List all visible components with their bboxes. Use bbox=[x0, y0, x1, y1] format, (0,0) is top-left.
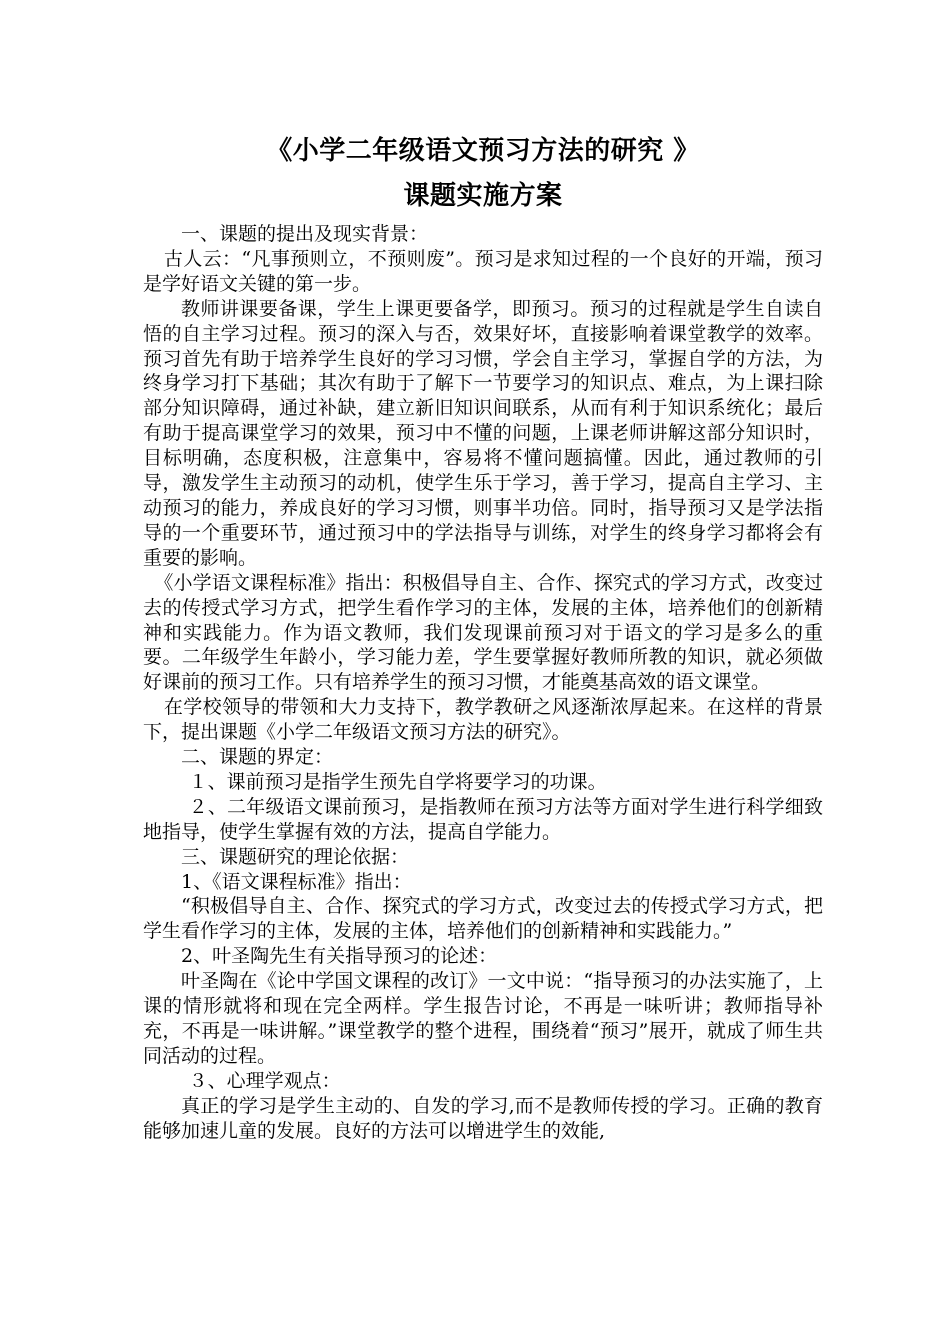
section-heading-1: 一、课题的提出及现实背景： bbox=[181, 223, 429, 245]
document-page bbox=[143, 128, 823, 1144]
paragraph: 叶圣陶在《论中学国文课程的改订》一文中说：“指导预习的办法实施了，上课的情形就将和现在完全两样。学生报告讨论，不再是一味听讲；教师指导补充，不再是一味讲解。”课堂教学的整个进程，围绕着“预习”展开，就成了师生共同活动的过程。 bbox=[143, 970, 823, 1067]
paragraph: 《小学语文课程标准》指出：积极倡导自主、合作、探究式的学习方式，改变过去的传授式学习方式，把学生看作学习的主体，发展的主体，培养他们的创新精神和实践能力。作为语文教师，我们发现课前预习对于语文的学习是多么的重要。二年级学生年龄小，学习能力差，学生要掌握好教师所教的知识，就必须做好课前的预习工作。只有培养学生的预习习惯，才能奠基高效的语文课堂。 bbox=[143, 571, 823, 694]
paragraph: 真正的学习是学生主动的、自发的学习,而不是教师传授的学习。正确的教育能够加速儿童的发展。良好的方法可以增进学生的效能, bbox=[143, 1094, 823, 1142]
section-heading-2: 二、课题的界定： bbox=[181, 746, 334, 769]
document-subtitle: 课题实施方案 bbox=[403, 181, 563, 211]
paragraph: 在学校领导的带领和大力支持下，教学教研之风逐渐浓厚起来。在这样的背景下，提出课题《小学二年级语文预习方法的研究》。 bbox=[143, 696, 823, 744]
section-heading-3: 三、课题研究的理论依据： bbox=[181, 845, 410, 868]
list-item: ２、二年级语文课前预习，是指教师在预习方法等方面对学生进行科学细致地指导，使学生掌握有效的方法，提高自学能力。 bbox=[143, 795, 823, 843]
list-item: ３、心理学观点： bbox=[188, 1069, 341, 1092]
list-item: 2、叶圣陶先生有关指导预习的论述： bbox=[181, 945, 498, 968]
quote-paragraph: “积极倡导自主、合作、探究式的学习方式，改变过去的传授式学习方式，把学生看作学习的主体，发展的主体，培养他们的创新精神和实践能力。” bbox=[143, 895, 823, 943]
list-item: 1、《语文课程标准》指出： bbox=[181, 870, 412, 893]
list-item: １、课前预习是指学生预先自学将要学习的功课。 bbox=[188, 770, 607, 793]
paragraph: 教师讲课要备课，学生上课更要备学，即预习。预习的过程就是学生自读自悟的自主学习过程。预习的深入与否，效果好坏，直接影响着课堂教学的效率。预习首先有助于培养学生良好的学习习惯，学会自主学习，掌握自学的方法，为终身学习打下基础；其次有助于了解下一节要学习的知识点、难点，为上课扫除部分知识障碍，通过补缺，建立新旧知识间联系，从而有利于知识系统化；最后有助于提高课堂学习的效果，预习中不懂的问题，上课老师讲解这部分知识时，目标明确，态度积极，注意集中，容易将不懂问题搞懂。因此，通过教师的引导，激发学生主动预习的动机，使学生乐于学习，善于学习，提高自主学习、主动预习的能力，养成良好的学习习惯，则事半功倍。同时，指导预习又是学法指导的一个重要环节，通过预习中的学法指导与训练，对学生的终身学习都将会有重要的影响。 bbox=[143, 297, 823, 569]
paragraph: 古人云：“凡事预则立，不预则废”。预习是求知过程的一个良好的开端，预习是学好语文关键的第一步。 bbox=[143, 247, 823, 295]
document-title: 《小学二年级语文预习方法的研究 》 bbox=[266, 136, 700, 166]
